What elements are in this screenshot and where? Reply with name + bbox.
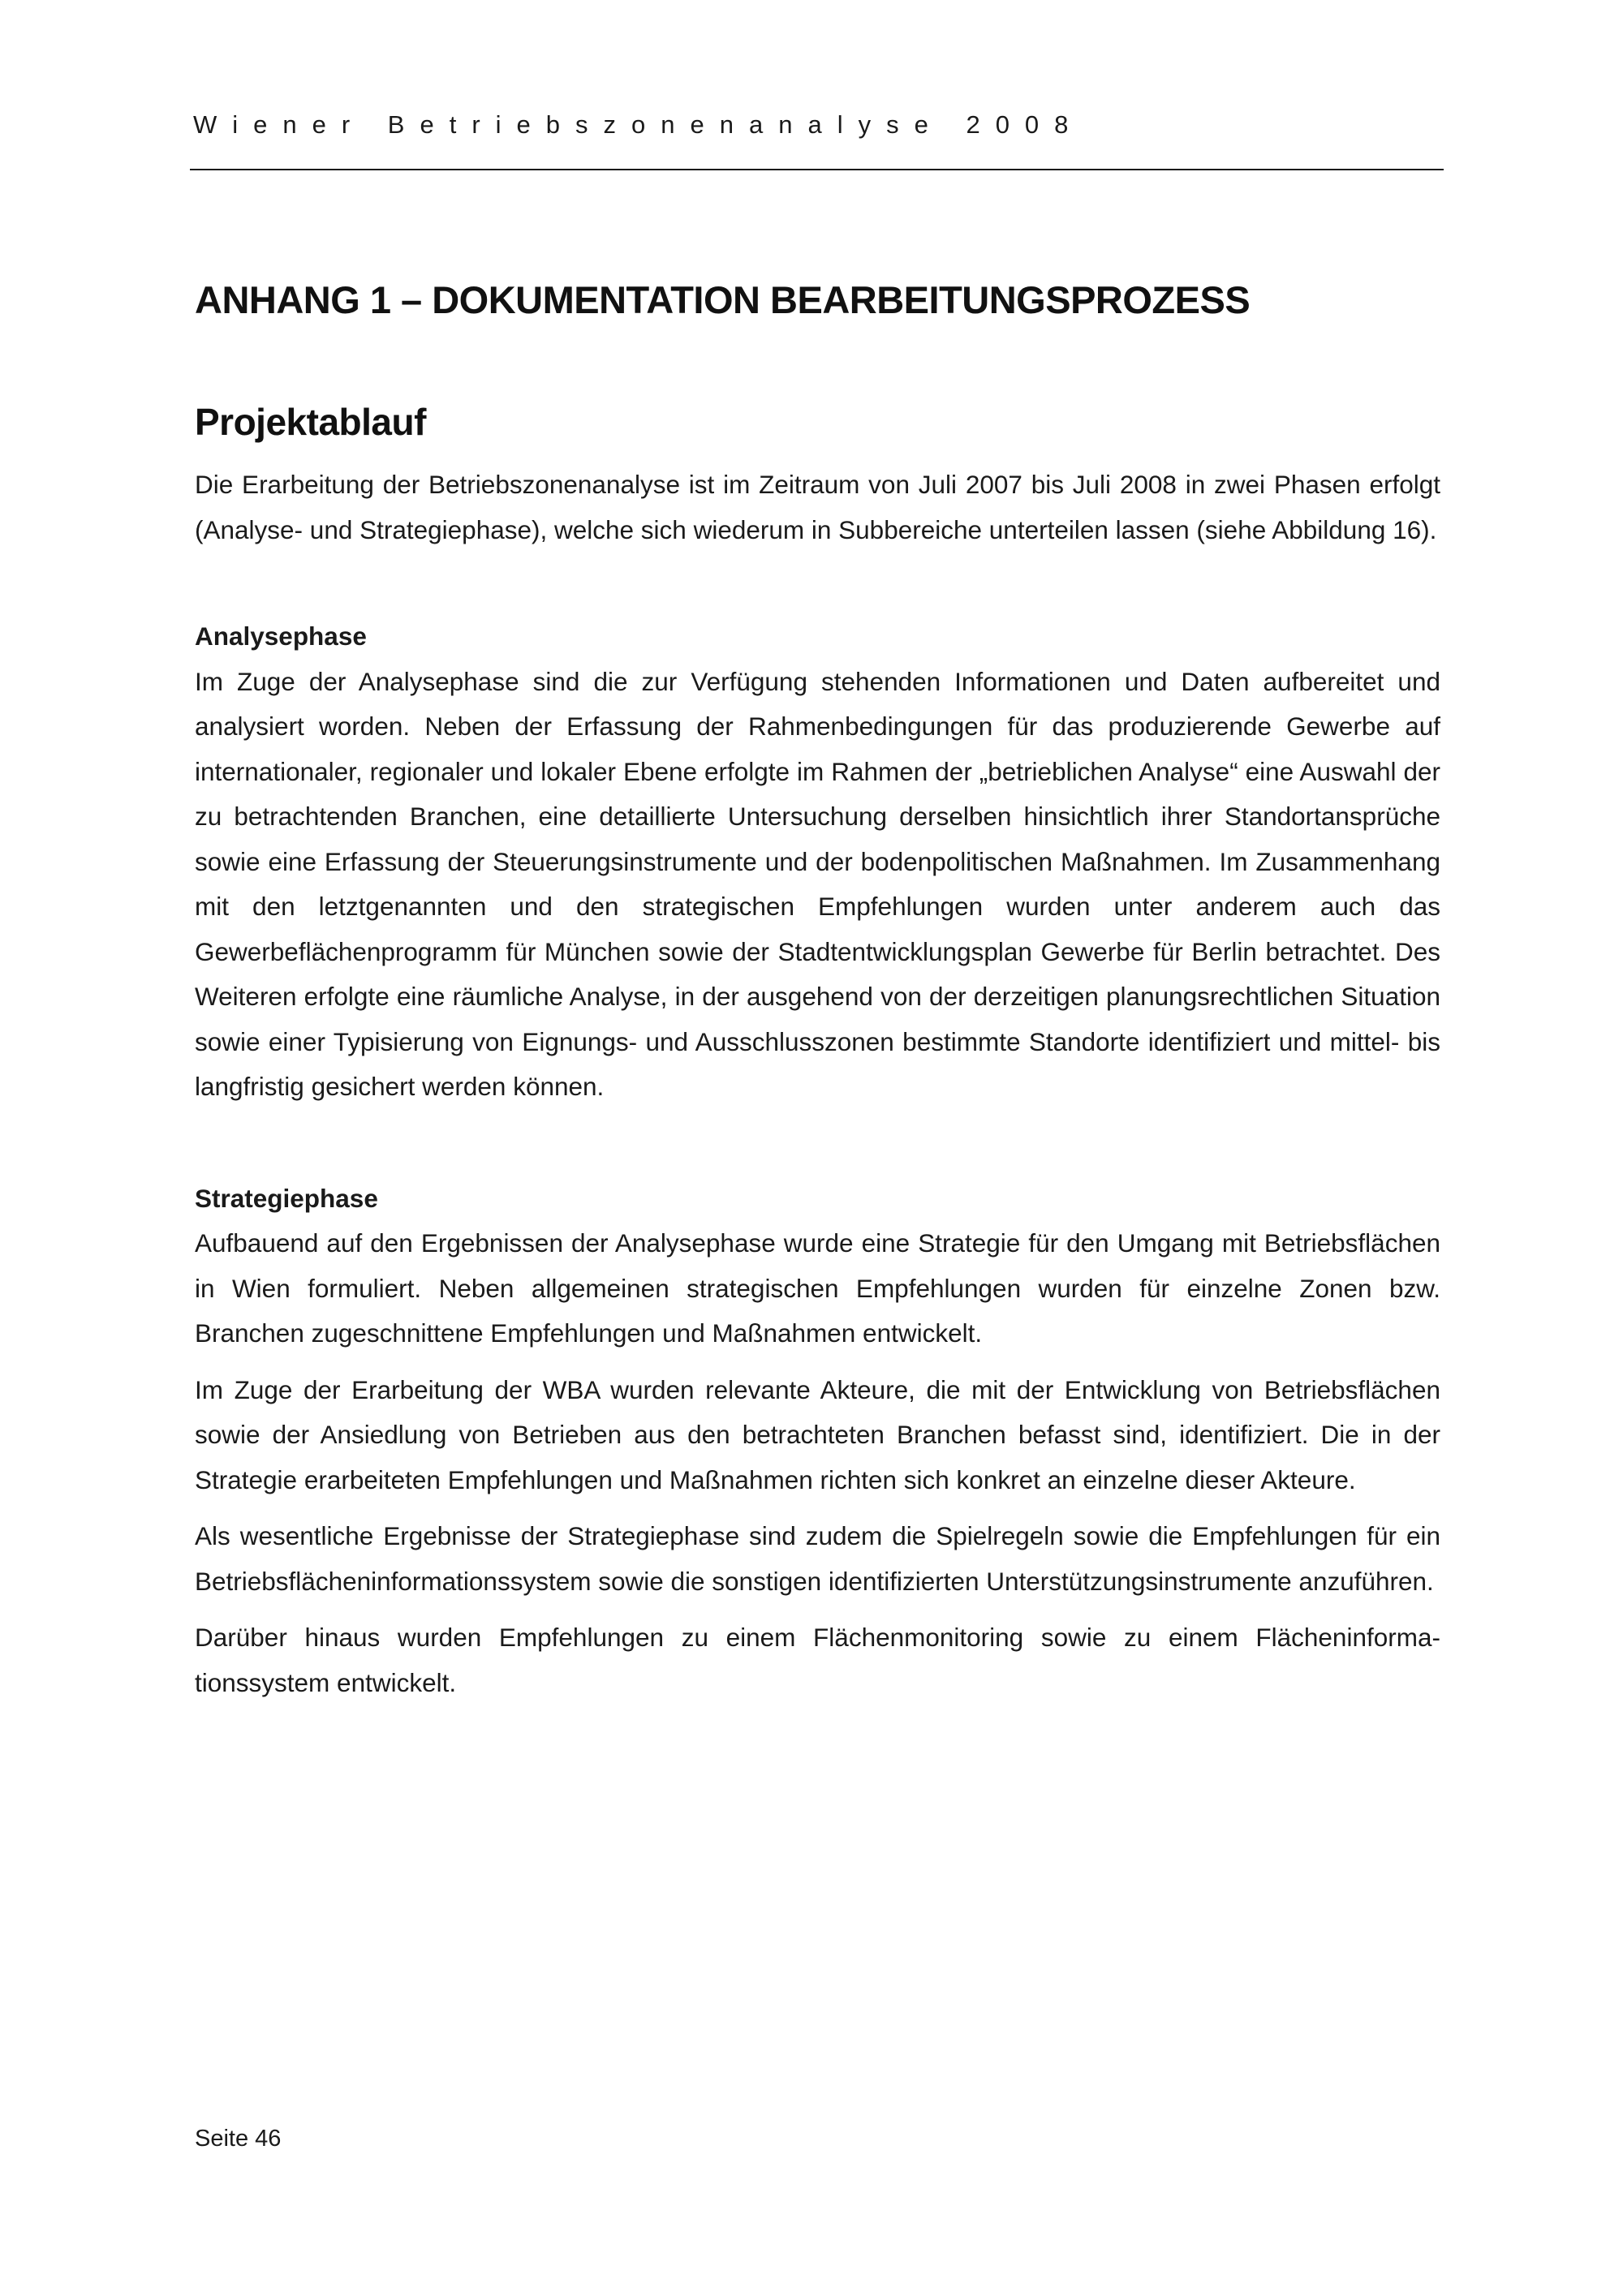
intro-paragraph: Die Erarbeitung der Betriebszonenanalyse ist im Zeitraum von Juli 2007 bis Juli 2008 in zwei Phasen erfolgt (Analyse- und Strategiephase), welche sich wiederum in Subbereiche unterteilen lassen (siehe Abbildung 16).	[195, 470, 1440, 544]
strategiephase-paragraph: Darüber hinaus wurden Empfehlungen zu einem Flächenmonitoring sowie zu einem Flächeninformationssystem entwickelt.	[195, 1623, 1440, 1697]
page-number: Seite 46	[195, 2126, 282, 2152]
section-title: Projektablauf	[195, 401, 426, 443]
strategiephase-paragraph: Aufbauend auf den Ergebnissen der Analysephase wurde eine Strategie für den Umgang mit Betriebsflächen in Wien formuliert. Neben allgemeinen strategischen Empfehlungen wurden für einzelne Zonen bzw. Branchen zugeschnittene Empfehlungen und Maßnahmen entwickelt.	[195, 1228, 1440, 1348]
analysephase-heading: Analysephase	[195, 621, 367, 651]
page-content	[195, 268, 1440, 1705]
chapter-title: ANHANG 1 – DOKUMENTATION BEARBEITUNGSPROZESS	[195, 278, 1251, 321]
running-header: Wiener Betriebszonenanalyse 2008	[193, 110, 1084, 139]
strategiephase-paragraph: Als wesentliche Ergebnisse der Strategiephase sind zudem die Spielregeln sowie die Empfehlungen für ein Betriebsflächeninformationssystem sowie die sonstigen identifizierten Unterstützungsinstrumente anzuführen.	[195, 1521, 1440, 1596]
analysephase-paragraph: Im Zuge der Analysephase sind die zur Verfügung stehenden Informationen und Daten aufbereitet und analysiert worden. Neben der Erfassung der Rahmenbedingungen für das produzierende Gewerbe auf internationaler, regionaler und lokaler Ebene erfolgte im Rahmen der „betrieblichen Analyse“ eine Auswahl der zu betrachtenden Branchen, eine detaillierte Untersuchung derselben hinsichtlich ihrer Standortansprüche sowie eine Erfassung der Steuerungsinstrumente und der bodenpolitischen Maßnahmen. Im Zusammenhang mit den letztgenannten und den strategischen Empfehlungen wurden unter anderem auch das Gewerbeflächenprogramm für München sowie der Stadtentwicklungsplan Gewerbe für Berlin betrachtet. Des Weiteren erfolgte eine räumliche Analyse, in der ausgehend von der derzeitigen planungsrechtlichen Situation sowie einer Typisierung von Eignungs- und Ausschlusszonen bestimmte Standorte identifiziert und mittel- bis langfristig gesichert werden können.	[195, 666, 1440, 1101]
strategiephase-heading: Strategiephase	[195, 1183, 378, 1213]
strategiephase-paragraph: Im Zuge der Erarbeitung der WBA wurden relevante Akteure, die mit der Entwicklung von Betriebsflächen sowie der Ansiedlung von Betrieben aus den betrachteten Branchen befasst sind, identifiziert. Die in der Strategie erarbeiteten Empfehlungen und Maßnahmen richten sich konkret an einzelne dieser Akteure.	[195, 1374, 1440, 1494]
header-divider	[190, 169, 1444, 170]
